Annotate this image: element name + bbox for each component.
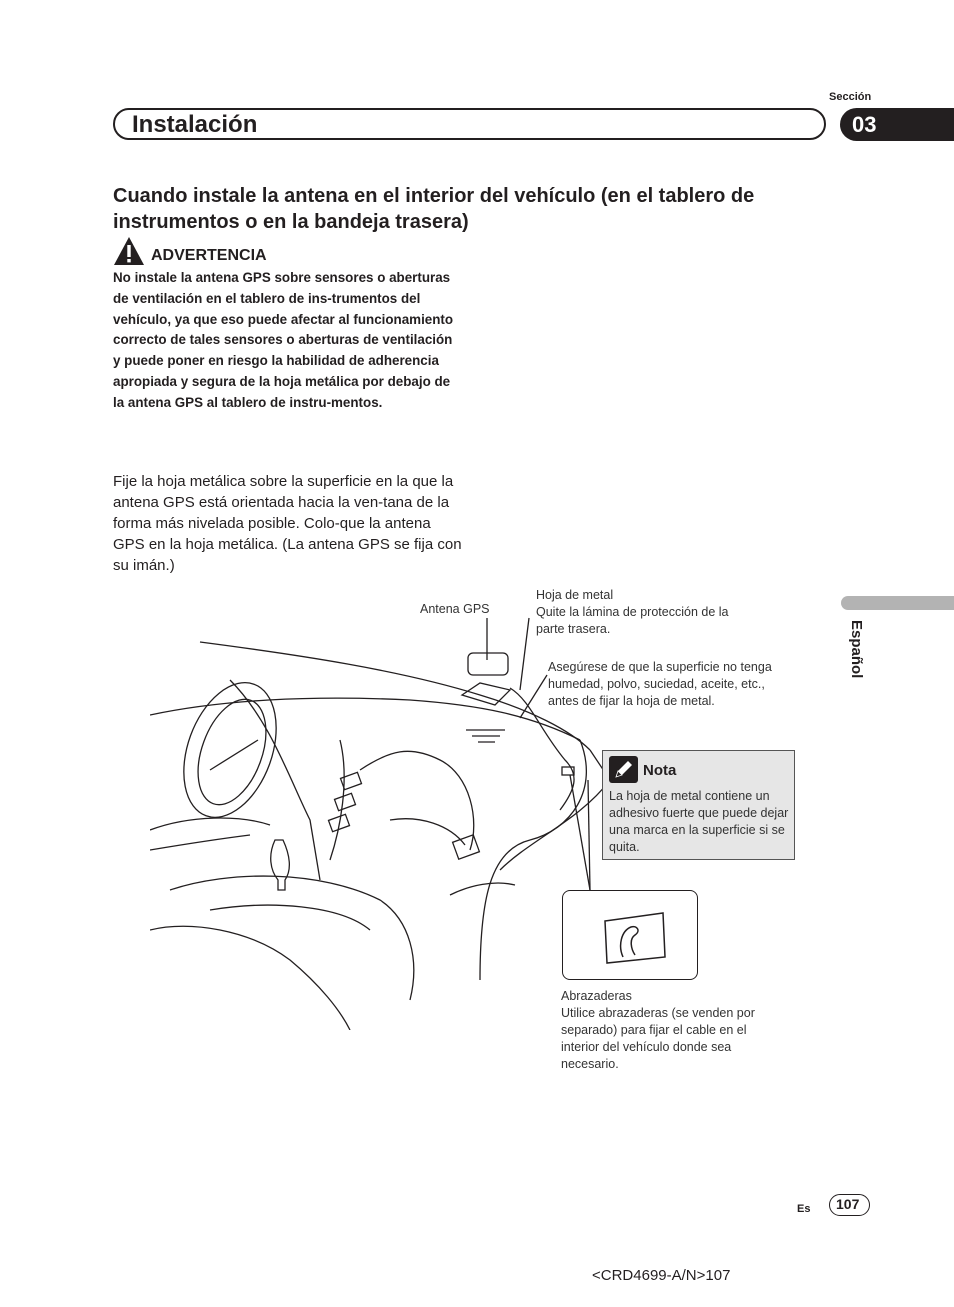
pencil-note-icon — [609, 756, 638, 783]
page-number: 107 — [836, 1196, 860, 1212]
section-number: 03 — [852, 112, 877, 137]
language-code: Es — [797, 1203, 811, 1215]
warning-text: No instale la antena GPS sobre sensores o aberturas de ventilación en el tablero de ins-trumentos del vehículo, ya que eso puede afectar al funcionamiento correcto de tales sensores o aberturas de ventilación y puede poner en riesgo la habilidad de adherencia apropiada y segura de la hoja metálica por debajo de la antena GPS al tablero de instru-mentos. — [113, 270, 454, 410]
language-tab — [841, 596, 954, 610]
callout-metal-sheet: Hoja de metal Quite la lámina de protección de la parte trasera. — [536, 588, 729, 636]
body-paragraph: Fije la hoja metálica sobre la superficie en la que la antena GPS está orientada hacia la ven-tana de la forma más nivelada posible. Colo-que la antena GPS en la hoja metálica. (La antena GPS se fija con su imán.) — [113, 473, 462, 574]
language-label: Español — [848, 620, 865, 679]
section-heading: Cuando instale la antena en el interior del vehículo (en el tablero de instrumentos o en la bandeja trasera) — [113, 185, 755, 233]
note-title: Nota — [643, 762, 677, 779]
clamp-icon — [563, 891, 699, 981]
document-code: <CRD4699-A/N>107 — [592, 1267, 731, 1284]
warning-title: ADVERTENCIA — [151, 247, 267, 264]
callout-antenna-gps: Antena GPS — [420, 602, 490, 616]
callout-clamps: Abrazaderas Utilice abrazaderas (se venden por separado) para fijar el cable en el interior del vehículo donde sea necesario. — [561, 989, 755, 1071]
page-title: Instalación — [132, 111, 258, 138]
note-text: La hoja de metal contiene un adhesivo fuerte que puede dejar una marca en la superficie si se quita. — [609, 789, 789, 854]
callout-surface: Asegúrese de que la superficie no tenga humedad, polvo, suciedad, aceite, etc., antes de fijar la hoja de metal. — [548, 660, 772, 708]
section-label: Sección — [829, 91, 872, 103]
warning-icon — [113, 236, 145, 266]
clamp-detail-box — [562, 890, 698, 980]
